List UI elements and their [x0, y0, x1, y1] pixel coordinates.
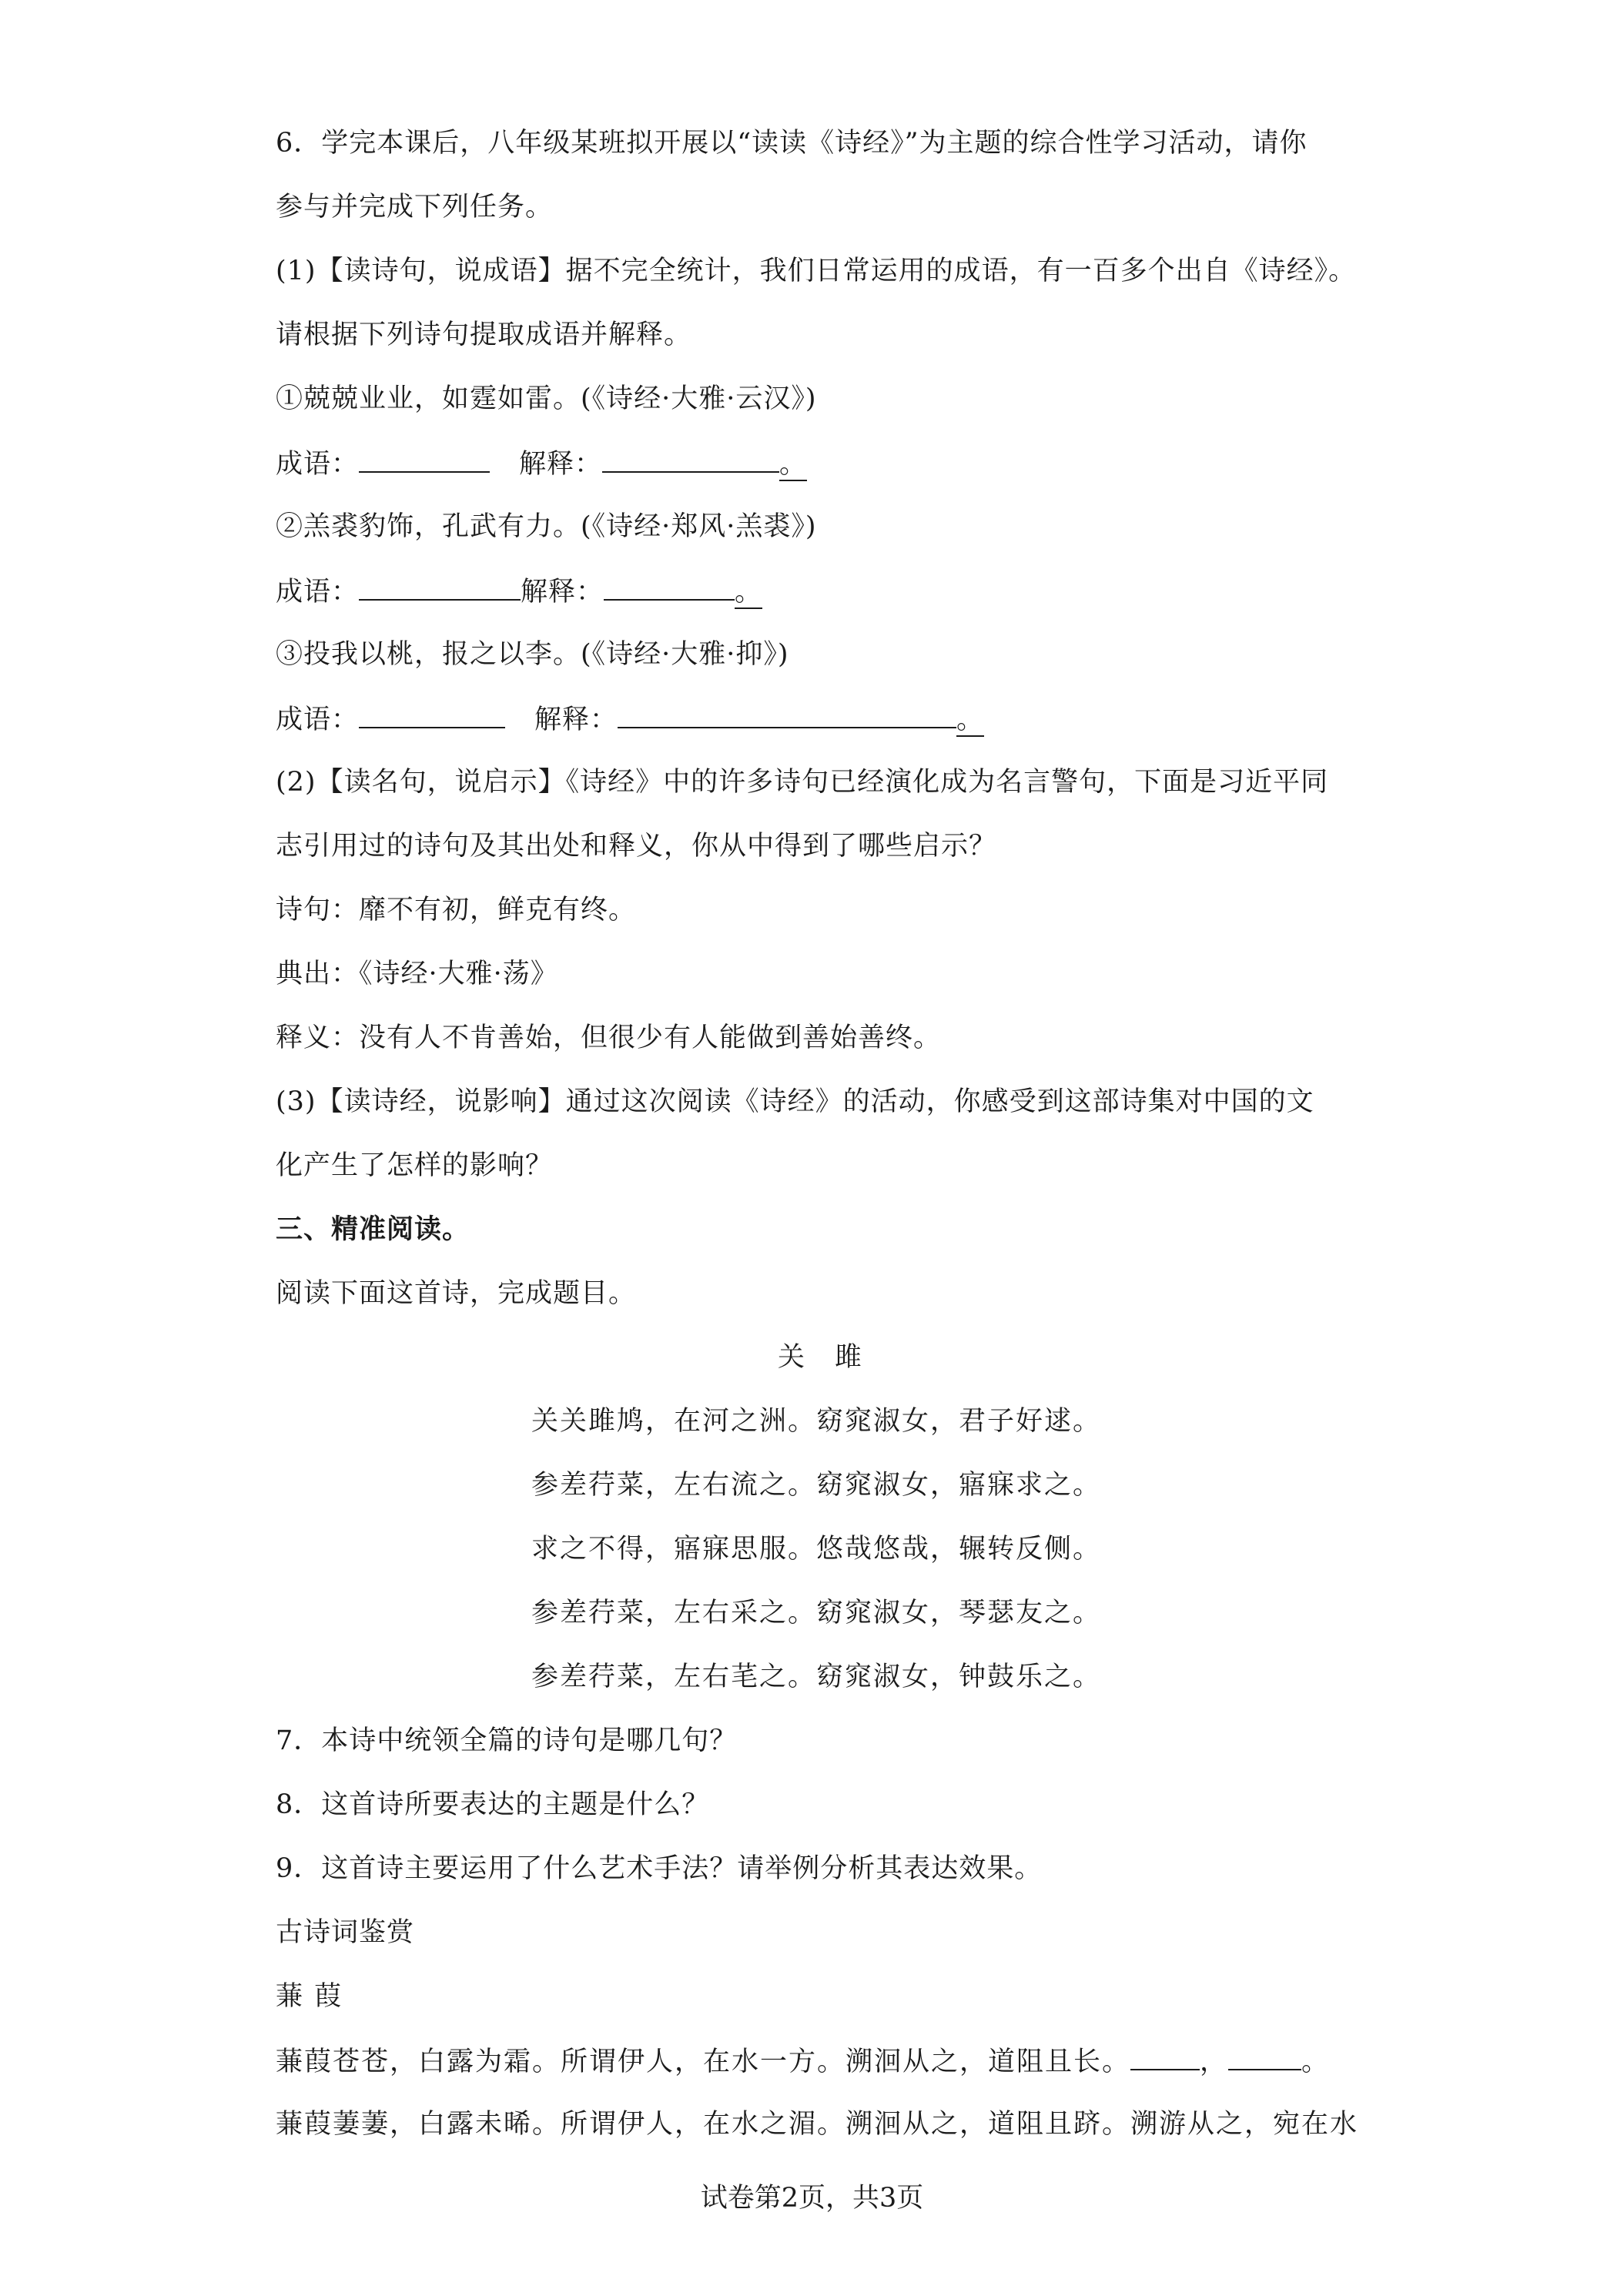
q6-item3: ③投我以桃，报之以李。(《诗经·大雅·抑》) [276, 639, 789, 670]
answer-row-1 [276, 443, 807, 484]
q6-part3-line2: 化产生了怎样的影响？ [276, 1150, 554, 1181]
explain-label: 解释： [521, 577, 604, 607]
poem-line: 求之不得，寤寐思服。悠哉悠哉，辗转反侧。 [531, 1534, 1102, 1565]
poem-line: 关关雎鸠，在河之洲。窈窕淑女，君子好逑。 [531, 1406, 1102, 1437]
answer-row-2 [276, 571, 762, 611]
idiom-blank-1[interactable] [359, 443, 490, 473]
poem-title-jianjia: 蒹 葭 [276, 1981, 343, 2012]
period: 。 [956, 705, 985, 735]
explain-blank-2[interactable] [604, 571, 735, 601]
page-footer: 试卷第2页，共3页 [700, 2183, 924, 2214]
q6-part2-line2: 志引用过的诗句及其出处和释义，你从中得到了哪些启示？ [276, 831, 997, 862]
idiom-blank-2[interactable] [359, 571, 521, 601]
poem-line: 参差荇菜，左右流之。窈窕淑女，寤寐求之。 [531, 1470, 1102, 1501]
poem-title: 关 雎 [778, 1342, 864, 1373]
meaning-line: 释义：没有人不肯善始，但很少有人能做到善始善终。 [276, 1022, 942, 1053]
q6-item1: ①兢兢业业，如霆如雷。(《诗经·大雅·云汉》) [276, 383, 817, 414]
fill-blank-1[interactable] [1130, 2041, 1200, 2070]
idiom-label: 成语： [276, 449, 360, 480]
q6-part1-line2: 请根据下列诗句提取成语并解释。 [276, 320, 692, 350]
fill-blank-2[interactable] [1228, 2041, 1301, 2070]
section-heading-appreciation: 古诗词鉴赏 [276, 1917, 415, 1948]
question-8: 8．这首诗所要表达的主题是什么？ [276, 1789, 710, 1820]
q6-part1-line1: (1)【读诗句，说成语】据不完全统计，我们日常运用的成语，有一百多个出自《诗经》。 [276, 256, 1357, 286]
poem-line: 参差荇菜，左右芼之。窈窕淑女，钟鼓乐之。 [531, 1662, 1102, 1692]
question-7: 7．本诗中统领全篇的诗句是哪几句？ [276, 1725, 738, 1756]
explain-label: 解释： [519, 449, 603, 480]
jianjia-line1: 蒹葭苍苍，白露为霜。所谓伊人，在水一方。溯洄从之，道阻且长。 ， 。 [276, 2041, 1330, 2081]
q6-line1: 6．学完本课后，八年级某班拟开展以“读读《诗经》”为主题的综合性学习活动，请你 [276, 128, 1308, 159]
explain-label: 解释： [534, 705, 618, 735]
q6-part2-line1: (2)【读名句，说启示】《诗经》中的许多诗句已经演化成为名言警句，下面是习近平同 [276, 767, 1329, 798]
poem-line: 参差荇菜，左右采之。窈窕淑女，琴瑟友之。 [531, 1598, 1102, 1628]
period: 。 [779, 449, 808, 480]
q6-line2: 参与并完成下列任务。 [276, 192, 554, 223]
explain-blank-1[interactable] [602, 443, 779, 473]
answer-row-3 [276, 699, 984, 739]
period: 。 [735, 577, 763, 607]
explain-blank-3[interactable] [618, 699, 956, 728]
question-9: 9．这首诗主要运用了什么艺术手法？请举例分析其表达效果。 [276, 1853, 1043, 1884]
reading-intro: 阅读下面这首诗，完成题目。 [276, 1278, 637, 1309]
idiom-blank-3[interactable] [359, 699, 505, 728]
idiom-label: 成语： [276, 577, 360, 607]
q6-item2: ②羔裘豹饰，孔武有力。(《诗经·郑风·羔裘》) [276, 511, 817, 542]
section-heading: 三、精准阅读。 [276, 1213, 470, 1245]
q6-part3-line1: (3)【读诗经，说影响】通过这次阅读《诗经》的活动，你感受到这部诗集对中国的文 [276, 1086, 1314, 1117]
source-line: 典出：《诗经·大雅·荡》 [276, 959, 558, 989]
verse-line: 诗句：靡不有初，鲜克有终。 [276, 895, 637, 925]
jianjia-line2: 蒹葭萋萋，白露未晞。所谓伊人，在水之湄。溯洄从之，道阻且跻。溯游从之，宛在水 [276, 2109, 1359, 2140]
idiom-label: 成语： [276, 705, 360, 735]
